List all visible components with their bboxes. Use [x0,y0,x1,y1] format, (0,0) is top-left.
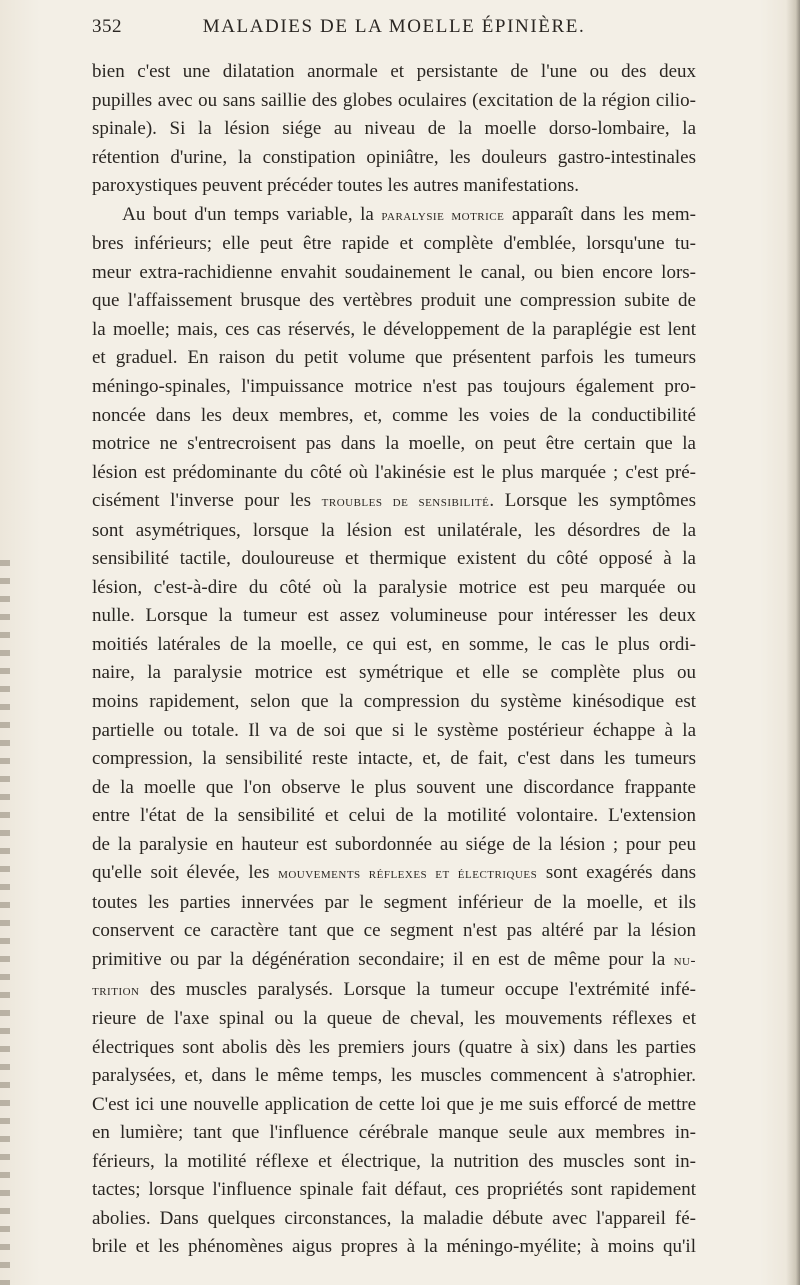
body-text [92,58,696,1262]
text-line: lésion est prédominante du côté où l'akinésie est le plus marquée ; c'est pré- [92,461,696,483]
page-header [92,16,696,42]
text-line: entre l'état de la sensibilité et celui de la motilité volontaire. L'extension [92,805,696,827]
text-line: et graduel. En raison du petit volume que présentent parfois les tumeurs [92,347,696,369]
text-segment: primitive ou par la dégénération secondaire; il en est de même pour la [92,948,674,970]
text-line: toutes les parties innervées par le segment inférieur de la moelle, et ils [92,891,696,913]
text-line: en lumière; tant que l'influence cérébrale manque seule aux membres in- [92,1122,696,1144]
text-line: rieure de l'axe spinal ou la queue de cheval, les mouvements réflexes et [92,1008,696,1030]
text-line [92,859,696,889]
text-segment: sont exagérés dans [537,862,696,884]
small-caps-term: troubles de sensibilité [321,494,490,511]
text-line: moins rapidement, selon que la compression du système kinésodique est [92,691,696,713]
text-line: partielle ou totale. Il va de soi que si le système postérieur échappe à la [92,719,696,741]
page-edge-shadow [786,0,800,1285]
small-caps-term: paralysie motrice [381,207,505,224]
text-segment: cisément l'inverse pour les [92,490,322,512]
small-caps-term: nu- [673,952,696,969]
text-line: motrice ne s'entrecroisent pas dans la moelle, on peut être certain que la [92,433,696,455]
text-line: brile et les phénomènes aigus propres à la méningo-myélite; à moins qu'il [92,1236,696,1258]
text-line: bien c'est une dilatation anormale et persistante de l'une ou des deux [92,61,696,82]
text-segment: des muscles paralysés. Lorsque la tumeur occupe l'extrémité infé- [139,978,696,1000]
text-line: compression, la sensibilité reste intacte, et, de fait, c'est dans les tumeurs [92,748,696,770]
text-line: de la moelle que l'on observe le plus souvent une discordance frappante [92,776,696,798]
text-line: tactes; lorsque l'influence spinale fait défaut, ces propriétés sont rapidement [92,1179,696,1201]
binding-edge [0,560,10,1285]
text-line [92,201,696,231]
small-caps-term: mouvements réflexes et électriques [278,866,538,883]
text-line: C'est ici une nouvelle application de cette loi que je me suis efforcé de mettre [92,1093,696,1115]
text-line: méningo-spinales, l'impuissance motrice n'est pas toujours également pro- [92,376,696,398]
text-line [92,487,696,517]
text-line: meur extra-rachidienne envahit soudainement le canal, ou bien encore lors- [92,261,696,283]
text-line: abolies. Dans quelques circonstances, la maladie débute avec l'appareil fé- [92,1207,696,1229]
text-line: noncée dans les deux membres, et, comme les voies de la conductibilité [92,404,696,426]
text-line [92,976,696,1006]
text-line: que l'affaissement brusque des vertèbres produit une compression subite de [92,290,696,312]
text-line [92,946,696,976]
text-line: pupilles avec ou sans saillie des globes oculaires (excitation de la région cilio- [92,89,696,111]
text-segment: Au bout d'un temps variable, la [92,203,382,225]
page-number: 352 [92,16,122,37]
text-line: de la paralysie en hauteur est subordonnée au siége de la lésion ; pour peu [92,833,696,855]
text-line: paroxystiques peuvent précéder toutes les autres manifestations. [92,175,579,197]
text-line: sont asymétriques, lorsque la lésion est unilatérale, les désordres de la [92,519,696,541]
text-line: rétention d'urine, la constipation opiniâtre, les douleurs gastro-intestinales [92,146,696,168]
text-line: électriques sont abolis dès les premiers jours (quatre à six) dans les parties [92,1036,696,1058]
text-line: paralysées, et, dans le même temps, les muscles commencent à s'atrophier. [92,1065,696,1087]
text-segment: apparaît dans les mem- [504,203,696,225]
running-title: MALADIES DE LA MOELLE ÉPINIÈRE. [202,16,586,37]
text-line: la moelle; mais, ces cas réservés, le développement de la paraplégie est lent [92,318,696,340]
text-line: bres inférieurs; elle peut être rapide et complète d'emblée, lorsqu'une tu- [92,233,696,255]
text-line: férieurs, la motilité réflexe et électrique, la nutrition des muscles sont in- [92,1150,696,1172]
text-line: naire, la paralysie motrice est symétrique et elle se complète plus ou [92,662,696,684]
text-segment: . Lorsque les symptômes [489,490,696,512]
text-line: spinale). Si la lésion siége au niveau de la moelle dorso-lombaire, la [92,118,696,140]
small-caps-term: trition [92,982,140,999]
text-segment: qu'elle soit élevée, les [92,862,279,884]
text-line: nulle. Lorsque la tumeur est assez volumineuse pour intéresser les deux [92,605,696,627]
text-line: lésion, c'est-à-dire du côté où la paralysie motrice est peu marquée ou [92,576,696,598]
text-line: sensibilité tactile, douloureuse et thermique existent du côté opposé à la [92,548,696,570]
text-line: moitiés latérales de la moelle, ce qui est, en somme, le cas le plus ordi- [92,633,696,655]
text-line: conservent ce caractère tant que ce segment n'est pas altéré par la lésion [92,920,696,942]
